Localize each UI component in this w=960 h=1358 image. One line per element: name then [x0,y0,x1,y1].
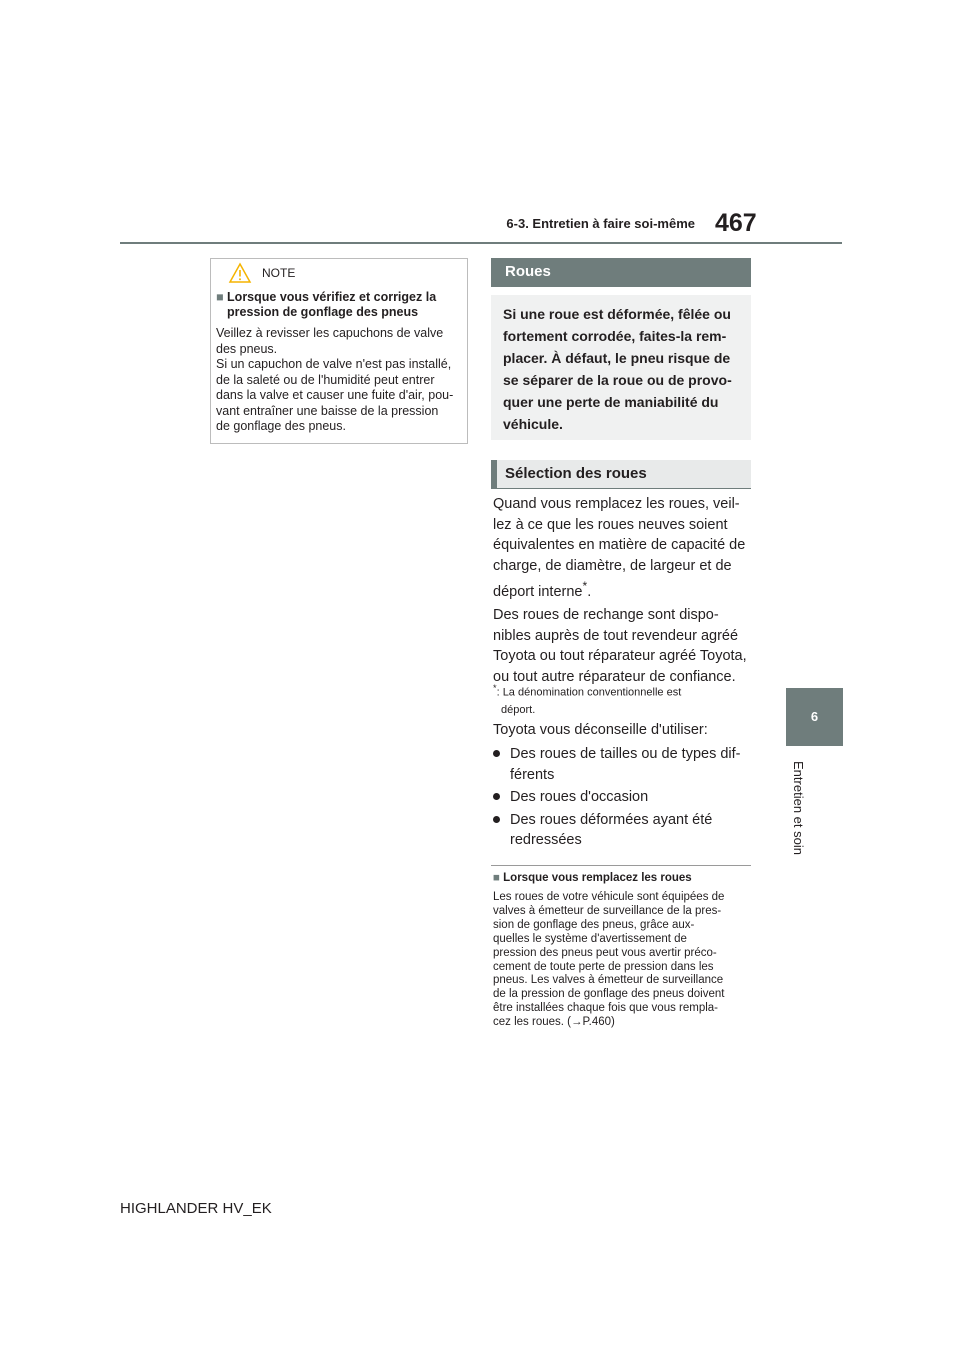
warning-line: fortement corrodée, faites-la rem- [503,328,727,344]
info-line: de la pression de gonflage des pneus doivent [493,988,725,1001]
info-line: valves à émetteur de surveillance de la pres- [493,904,722,917]
model-footer: HIGHLANDER HV_EK [120,1200,272,1217]
chapter-tab: 6 [786,688,843,746]
selection-heading [491,460,751,489]
note-label: NOTE [262,266,296,280]
footnote-text: : La dénomination conventionnelle est [496,686,682,699]
paragraph-line: équivalentes en matière de capacité de [493,537,746,553]
paragraph-line: lez à ce que les roues neuves soient [493,516,728,533]
selection-heading-accent [491,460,497,489]
header-divider [120,242,842,244]
roues-heading: Roues [491,258,751,287]
paragraph-line [493,576,755,602]
footnote-text: déport. [501,703,536,716]
warning-line: placer. À défaut, le pneu risque de [503,350,731,366]
info-line: pression des pneus peut vous avertir préco- [493,946,717,959]
warning-line: véhicule. [503,416,563,432]
note-title [216,290,460,320]
info-title-text: Lorsque vous remplacez les roues [503,872,692,884]
info-line: Les roues de votre véhicule sont équipées de [493,891,725,903]
footnote-mark: * [493,683,497,693]
paragraph-line: charge, de diamètre, de largeur et de [493,557,732,574]
list-item: Des roues de tailles ou de types dif- férents [493,744,755,785]
note-body [216,326,460,435]
paragraph-end: . [587,583,592,600]
paragraph-line: Quand vous remplacez les roues, veil- [493,496,740,512]
square-bullet-icon: ■ [493,872,500,884]
bullet-dot-icon [493,750,500,757]
list-item: Des roues déformées ayant été redressées [493,810,755,851]
note-line: Veillez à revisser les capuchons de valve [216,326,444,340]
warning-line: Si une roue est déformée, fêlée ou [503,306,731,322]
roues-warning-box [491,295,751,440]
info-line: sion de gonflage des pneus, grâce aux- [493,918,695,931]
note-line: vant entraîner une baisse de la pression [216,403,439,418]
selection-paragraph-3: Toyota vous déconseille d'utiliser: [493,722,708,738]
paragraph-line: nibles auprès de tout revendeur agréé [493,627,739,644]
note-line: de la saleté ou de l'humidité peut entrer [216,372,435,387]
warning-line: se séparer de la roue ou de provo- [503,372,732,388]
info-line: être installées chaque fois que vous rempla- [493,1002,719,1015]
footnote-reference: * [582,579,588,593]
selection-paragraph-2 [493,605,755,687]
footnote [493,680,755,719]
paragraph-line: ou tout autre réparateur de confiance. [493,668,736,685]
selection-heading-text: Sélection des roues [505,465,647,482]
bullet-dot-icon [493,816,500,823]
note-title-text: Lorsque vous vérifiez et corrigez la pression de gonflage des pneus [227,290,437,319]
info-line: cement de toute perte de pression dans les [493,960,714,973]
page-number: 467 [715,209,757,237]
note-line: Si un capuchon de valve n'est pas installé, [216,357,452,371]
info-body [493,891,755,1030]
note-line: de gonflage des pneus. [216,419,346,433]
info-line: pneus. Les valves à émetteur de surveillance [493,974,724,987]
warning-triangle-icon [228,262,252,284]
paragraph-line: Des roues de rechange sont dispo- [493,607,719,623]
info-title [493,872,755,884]
section-title: 6-3. Entretien à faire soi-même [506,216,695,231]
chapter-tab-label: Entretien et soin [791,761,806,855]
bullet-list [493,744,755,853]
paragraph-line: Toyota ou tout réparateur agréé Toyota, [493,648,747,664]
list-item: Des roues d'occasion [493,787,755,808]
info-line: cez les roues. (→P.460) [493,1016,615,1029]
info-divider [491,865,751,866]
paragraph-text: déport interne [493,583,583,600]
selection-paragraph-1 [493,494,755,602]
note-line: des pneus. [216,341,278,356]
square-bullet-icon: ■ [216,290,224,304]
info-line: quelles le système d'avertissement de [493,932,687,945]
warning-line: quer une perte de maniabilité du [503,394,719,410]
note-line: dans la valve et causer une fuite d'air, pou- [216,388,454,402]
bullet-dot-icon [493,793,500,800]
